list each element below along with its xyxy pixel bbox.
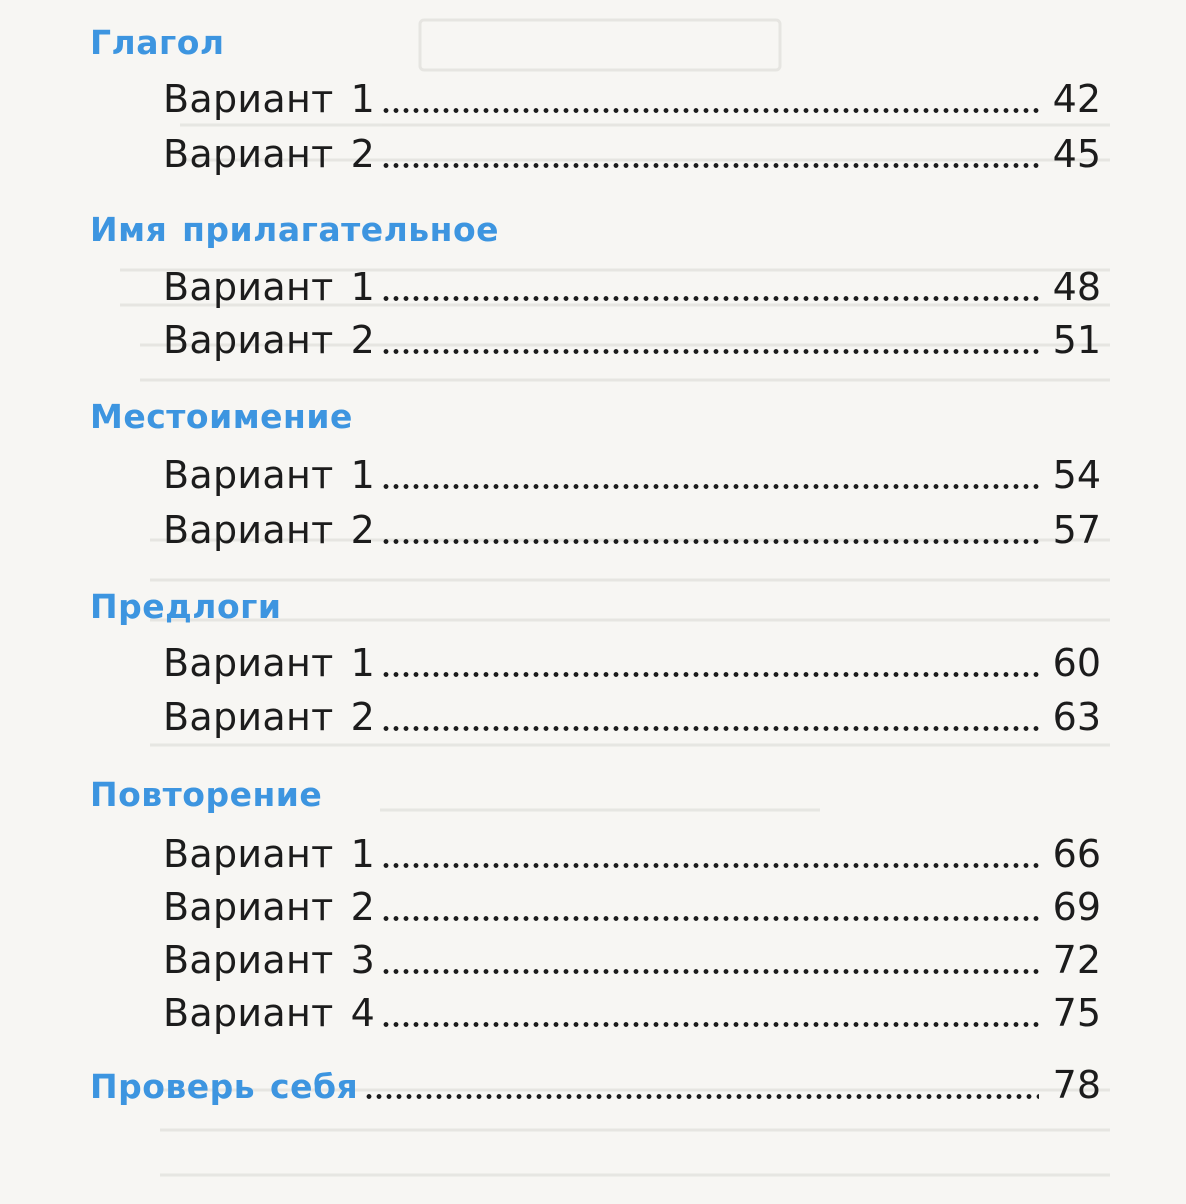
toc-entry[interactable]: [163, 131, 1101, 177]
dot-leader: [381, 349, 1039, 354]
dot-leader: [381, 539, 1039, 544]
dot-leader: [381, 726, 1039, 731]
entry-label: Вариант: [163, 453, 334, 497]
entry-label: Вариант: [163, 508, 334, 552]
section-heading-adjective: [90, 210, 500, 249]
heading-word: Местоимение: [90, 397, 353, 436]
entry-variant-number: 3: [350, 938, 375, 982]
toc-entry[interactable]: [163, 884, 1101, 930]
heading-word: прилагательное: [182, 210, 500, 249]
entry-label: Вариант: [163, 318, 334, 362]
entry-label: Вариант: [163, 991, 334, 1035]
dot-leader: [381, 969, 1039, 974]
heading-word: себя: [270, 1067, 359, 1106]
toc-entry[interactable]: [163, 694, 1101, 740]
entry-page-number: 72: [1052, 938, 1101, 982]
toc-entry[interactable]: [163, 507, 1101, 553]
entry-variant-number: 1: [350, 453, 375, 497]
toc-entry[interactable]: [163, 831, 1101, 877]
section-heading-check-yourself: [90, 1067, 359, 1106]
heading-word: Глагол: [90, 23, 225, 62]
section-heading-verb: [90, 23, 225, 62]
entry-variant-number: 2: [350, 695, 375, 739]
toc-entry[interactable]: [163, 317, 1101, 363]
dot-leader: [381, 108, 1039, 113]
entry-variant-number: 1: [350, 77, 375, 121]
entry-variant-number: 2: [350, 885, 375, 929]
dot-leader: [381, 916, 1039, 921]
entry-page-number: 42: [1052, 77, 1101, 121]
entry-variant-number: 1: [350, 265, 375, 309]
toc-entry[interactable]: [163, 640, 1101, 686]
toc-entry[interactable]: [163, 76, 1101, 122]
section-heading-prepositions: [90, 587, 282, 626]
toc-entry[interactable]: [163, 452, 1101, 498]
dot-leader: [381, 1022, 1039, 1027]
entry-page-number: 60: [1052, 641, 1101, 685]
dot-leader: [381, 484, 1039, 489]
entry-label: Вариант: [163, 938, 334, 982]
heading-word: Имя: [90, 210, 168, 249]
entry-label: Вариант: [163, 832, 334, 876]
dot-leader: [381, 163, 1039, 168]
dot-leader: [381, 296, 1039, 301]
heading-word: Предлоги: [90, 587, 282, 626]
entry-label: Вариант: [163, 77, 334, 121]
heading-word: Повторение: [90, 775, 323, 814]
entry-label: Вариант: [163, 885, 334, 929]
toc-entry[interactable]: [163, 990, 1101, 1036]
entry-variant-number: 1: [350, 832, 375, 876]
entry-label: Вариант: [163, 132, 334, 176]
entry-page-number: 69: [1052, 885, 1101, 929]
toc-entry[interactable]: [163, 264, 1101, 310]
entry-variant-number: 4: [350, 991, 375, 1035]
dot-leader: [364, 1094, 1038, 1099]
entry-variant-number: 2: [350, 508, 375, 552]
entry-page-number: 51: [1052, 318, 1101, 362]
dot-leader: [381, 672, 1039, 677]
entry-label: Вариант: [163, 265, 334, 309]
entry-page-number: 45: [1052, 132, 1101, 176]
toc-entry[interactable]: [163, 937, 1101, 983]
entry-variant-number: 2: [350, 132, 375, 176]
section-heading-review: [90, 775, 323, 814]
dot-leader: [381, 863, 1039, 868]
section-heading-pronoun: [90, 397, 353, 436]
entry-label: Вариант: [163, 695, 334, 739]
entry-page-number: 54: [1052, 453, 1101, 497]
entry-label: Вариант: [163, 641, 334, 685]
entry-page-number: 63: [1052, 695, 1101, 739]
entry-page-number: 48: [1052, 265, 1101, 309]
entry-variant-number: 2: [350, 318, 375, 362]
entry-page-number: 57: [1052, 508, 1101, 552]
entry-variant-number: 1: [350, 641, 375, 685]
entry-page-number: 66: [1052, 832, 1101, 876]
entry-page-number: 75: [1052, 991, 1101, 1035]
toc-entry-check-yourself[interactable]: [90, 1062, 1101, 1108]
entry-page-number: 78: [1052, 1063, 1101, 1107]
heading-word: Проверь: [90, 1067, 256, 1106]
